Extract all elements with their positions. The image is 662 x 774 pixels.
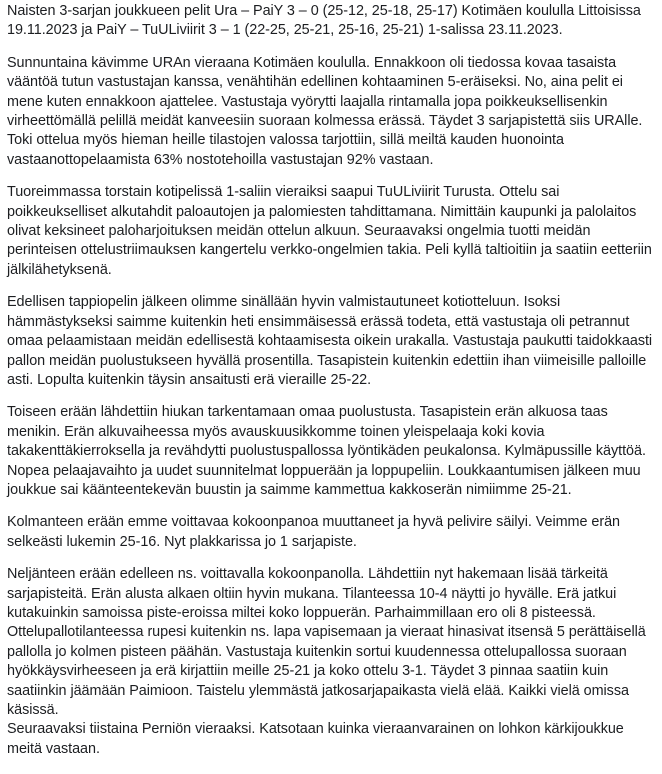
post-paragraph-second-set: Toiseen erään lähdettiin hiukan tarkentamaan omaa puolustusta. Tasapistein erän alkuosa taas menikin. Erän alkuvaiheessa myös avauskuusikkomme toinen yleispelaaja koki kovia takakenttäkierroksella ja revähdytti puolustuspallossa lyöntikäden peukalonsa. Kylmäpussille käyttöä. Nopea pelaajavaihto ja uudet suunnitelmat loppuerään ja loppupeliin. Loukkaantumisen jälkeen muu joukkue sai käänteentekevän buustin ja saimme kammettua kakkoserän nimiimme 25-21. (7, 404, 646, 498)
post-paragraph-fourth-set: Neljänteen erään edelleen ns. voittavalla kokoonpanolla. Lähdettiin nyt hakemaan lisää tärkeitä sarjapisteitä. Erän alusta alkaen oltiin hyvin mukana. Tilanteessa 10-4 näytti jo hyvälle. Erä jatkui kutakuinkin samoissa piste-eroissa miltei koko loppuerän. Parhaimmillaan ero oli 8 pisteessä. Ottelupallotilanteessa rupesi kuitenkin ns. lapa vapisemaan ja vieraat hinasivat itsensä 5 perättäisellä pallolla jo kolmen pisteen päähän. Vastustaja kuitenkin sortui kuudennessa ottelupallossa suoraan hyökkäysvirheeseen ja erä kirjattiin meille 25-21 ja koko ottelu 3-1. Täydet 3 pinnaa saatiin kuin saatiinkin jäämään Paimioon. Taistelu ylemmästä jatkosarjapaikasta vielä elää. Kaikki vielä omissa käsissä. (7, 566, 646, 718)
post-paragraph-sunday-game: Sunnuntaina kävimme URAn vieraana Kotimäen koululla. Ennakkoon oli tiedossa kovaa tasaista vääntöä tutun vastustajan kanssa, venähtihän edellinen kohtaaminen 5-eräiseksi. No, aina pelit ei mene kuten ennakkoon ajattelee. Vastustaja vyörytti laajalla rintamalla jopa poikkeuksellisenkin virheettömällä pelillä meidät kanveesiin suoraan kolmessa erässä. Täydet 3 sarjapistettä siis URAlle. Toki ottelua myös hieman heille tilastojen valossa tarjottiin, sillä meiltä kauden huonointa vastaanottopelaamista 63% nostotehoilla vastustajan 92% vastaan. (7, 54, 643, 168)
post-paragraph-third-set: Kolmanteen erään emme voittavaa kokoonpanoa muuttaneet ja hyvä pelivire säilyi. Veimme erän selkeästi lukemin 25-16. Nyt plakkarissa jo 1 sarjapiste. (7, 514, 620, 550)
post-paragraph-match-results: Naisten 3-sarjan joukkueen pelit Ura – PaiY 3 – 0 (25-12, 25-18, 25-17) Kotimäen koululla Littoisissa 19.11.2023 ja PaiY – TuULiviirit 3 – 1 (22-25, 25-21, 25-16, 25-21) 1-salissa 23.11.2023. (7, 3, 641, 39)
post-paragraph-thursday-home-game: Tuoreimmassa torstain kotipelissä 1-saliin vieraiksi saapui TuULiviirit Turusta. Ottelu sai poikkeukselliset alkutahdit paloautojen ja palomiesten tahdittamana. Nimittäin kaupunki ja palolaitos olivat keksineet paloharjoituksen meidän ottelun alkuun. Seuraavaksi ongelmia tuotti meidän perinteisen ottelustriimauksen kangertelu verkko-ongelmien takia. Peli kyllä taltioitiin ja saatiin eetteriin jälkilähetyksenä. (7, 184, 652, 278)
post-paragraph-first-set: Edellisen tappiopelin jälkeen olimme sinällään hyvin valmistautuneet kotiotteluun. Isoksi hämmästykseksi saimme kuitenkin heti ensimmäisessä erässä todeta, että vastustaja oli petrannut omaa pelaamistaan meidän edellisestä kohtaamisesta oikein urakalla. Vastustaja paukutti taidokkaasti pallon meidän puolustukseen hyvällä prosentilla. Tasapistein kuitenkin edettiin ihan viimeisille palloille asti. Lopulta kuitenkin täysin ansaitusti erä vieraille 25-22. (7, 294, 653, 388)
post-paragraph-next-game: Seuraavaksi tiistaina Perniön vieraaksi. Katsotaan kuinka vieraanvarainen on lohkon kärkijoukkue meitä vastaan. (7, 721, 624, 757)
